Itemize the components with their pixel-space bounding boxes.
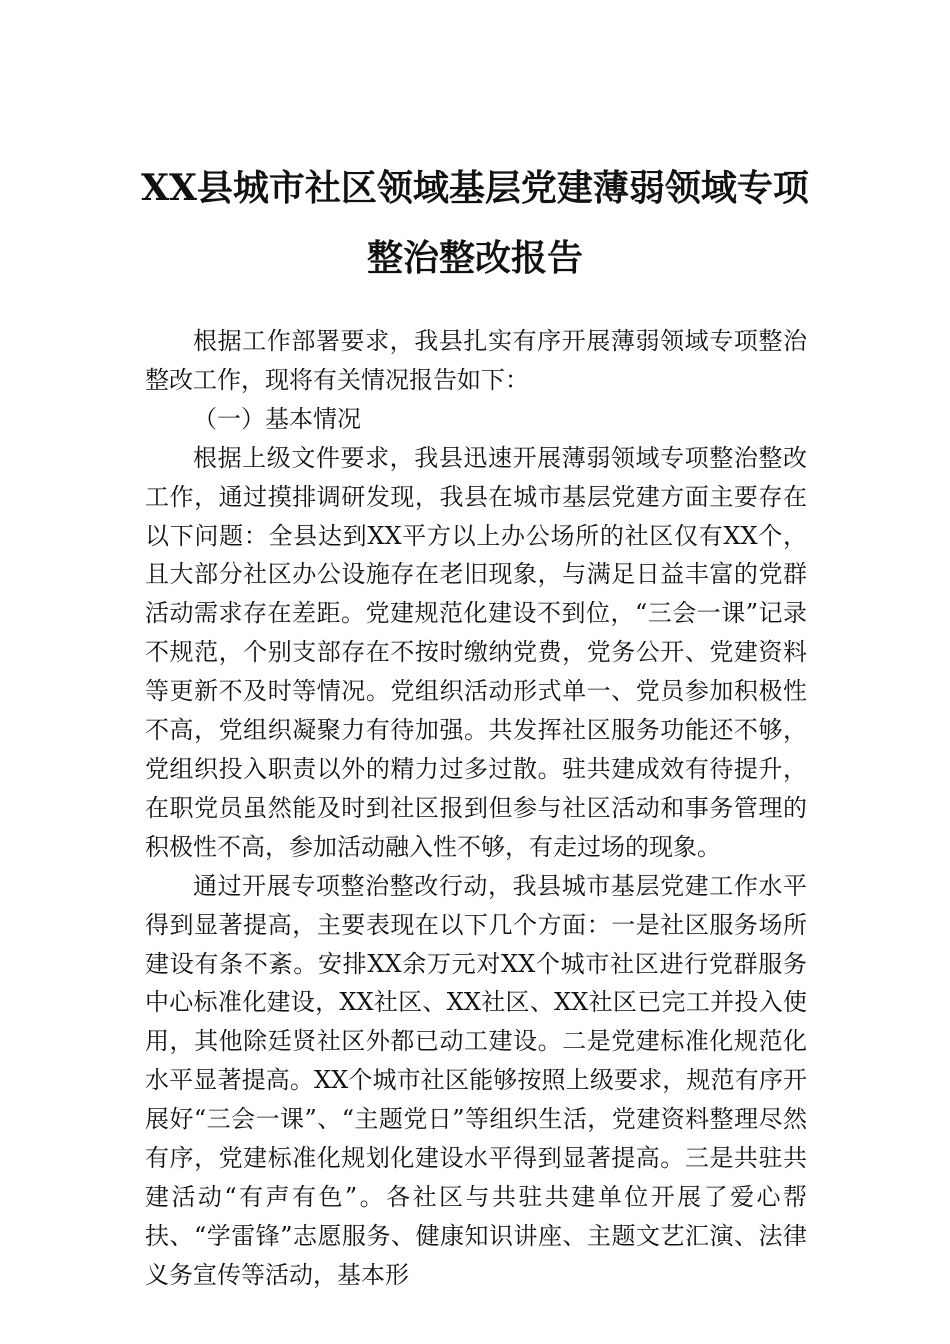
results-paragraph: 通过开展专项整治整改行动，我县城市基层党建工作水平得到显著提高，主要表现在以下几个方面：一是社区服务场所建设有条不紊。安排XX余万元对XX个城市社区进行党群服务中心标准化建设，XX社区、XX社区、XX社区已完工并投入使用，其他除廷贤社区外都已动工建设。二是党建标准化规范化水平显著提高。XX个城市社区能够按照上级要求，规范有序开展好“三会一课”、“主题党日”等组织生活，党建资料整理尽然有序，党建标准化规划化建设水平得到显著提高。三是共驻共建活动“有声有色”。各社区与共驻共建单位开展了爱心帮扶、“学雷锋”志愿服务、健康知识讲座、主题文艺汇演、法律义务宣传等活动，基本形: [145, 871, 807, 1289]
document-body: [145, 322, 807, 1295]
document-title-line-1: XX县城市社区领域基层党建薄弱领域专项: [141, 167, 809, 209]
section-heading-basic-situation: （一）基本情况: [193, 404, 361, 433]
intro-paragraph: 根据工作部署要求，我县扎实有序开展薄弱领域专项整治整改工作，现将有关情况报告如下：: [145, 327, 807, 394]
document-title-line-2: 整治整改报告: [366, 237, 583, 279]
problems-paragraph: 根据上级文件要求，我县迅速开展薄弱领域专项整治整改工作，通过摸排调研发现，我县在城市基层党建方面主要存在以下问题：全县达到XX平方以上办公场所的社区仅有XX个，且大部分社区办公设施存在老旧现象，与满足日益丰富的党群活动需求存在差距。党建规范化建设不到位，“三会一课”记录不规范，个别支部存在不按时缴纳党费，党务公开、党建资料等更新不及时等情况。党组织活动形式单一、党员参加积极性不高，党组织凝聚力有待加强。共发挥社区服务功能还不够，党组织投入职责以外的精力过多过散。驻共建成效有待提升，在职党员虽然能及时到社区报到但参与社区活动和事务管理的积极性不高，参加活动融入性不够，有走过场的现象。: [145, 443, 807, 861]
